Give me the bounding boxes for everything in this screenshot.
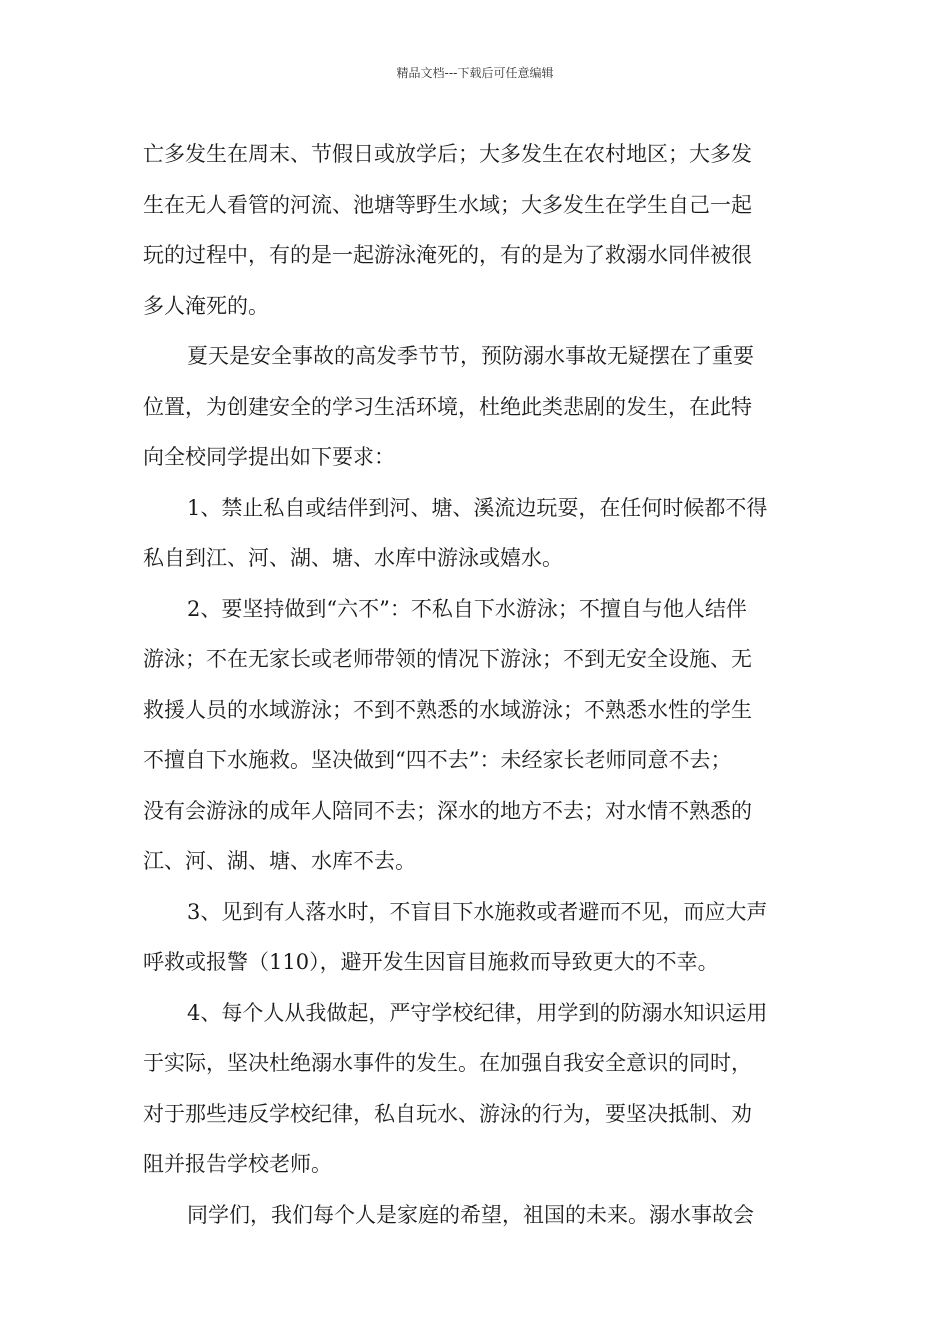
page-header: 精品文档---下载后可任意编辑 — [396, 66, 554, 80]
paragraph — [143, 129, 807, 331]
text-line: 1、禁止私自或结伴到河、塘、溪流边玩耍，在任何时候都不得 — [187, 495, 768, 520]
text-line: 阻并报告学校老师。 — [143, 1152, 332, 1176]
text-line: 不擅自下水施救。坚决做到“四不去”：未经家长老师同意不去； — [143, 748, 732, 772]
paragraph — [143, 1190, 807, 1241]
text-line: 3、见到有人落水时，不盲目下水施救或者避而不见，而应大声 — [187, 899, 768, 924]
text-line: 亡多发生在周末、节假日或放学后；大多发生在农村地区；大多发 — [143, 142, 752, 166]
text-line: 救援人员的水域游泳；不到不熟悉的水域游泳；不熟悉水性的学生 — [143, 697, 752, 722]
text-line: 私自到江、河、湖、塘、水库中游泳或嬉水。 — [143, 546, 563, 570]
paragraph — [143, 584, 807, 887]
document-body — [143, 129, 807, 1240]
text-line: 游泳；不在无家长或老师带领的情况下游泳；不到无安全设施、无 — [143, 647, 752, 671]
text-line: 生在无人看管的河流、池塘等野生水域；大多发生在学生自己一起 — [143, 192, 752, 217]
text-line: 向全校同学提出如下要求： — [143, 445, 395, 469]
text-line: 呼救或报警（110），避开发生因盲目施救而导致更大的不幸。 — [143, 950, 719, 974]
paragraph — [143, 988, 807, 1190]
text-line: 位置，为创建安全的学习生活环境，杜绝此类悲剧的发生，在此特 — [143, 394, 752, 419]
text-line: 没有会游泳的成年人陪同不去；深水的地方不去；对水情不熟悉的 — [143, 798, 752, 823]
text-line: 同学们，我们每个人是家庭的希望，祖国的未来。溺水事故会 — [187, 1202, 754, 1227]
text-line: 2、要坚持做到“六不”：不私自下水游泳；不擅自与他人结伴 — [187, 596, 747, 621]
text-line: 对于那些违反学校纪律，私自玩水、游泳的行为，要坚决抵制、劝 — [143, 1101, 752, 1126]
text-line: 于实际，坚决杜绝溺水事件的发生。在加强自我安全意识的同时， — [143, 1051, 752, 1075]
text-line: 玩的过程中，有的是一起游泳淹死的，有的是为了救溺水同伴被很 — [143, 243, 752, 267]
text-line: 4、每个人从我做起，严守学校纪律，用学到的防溺水知识运用 — [187, 1000, 768, 1025]
paragraph — [143, 483, 807, 584]
text-line: 多人淹死的。 — [143, 293, 269, 318]
text-line: 夏天是安全事故的高发季节节，预防溺水事故无疑摆在了重要 — [187, 344, 754, 368]
paragraph — [143, 331, 807, 483]
text-line: 江、河、湖、塘、水库不去。 — [143, 849, 416, 873]
paragraph — [143, 887, 807, 988]
